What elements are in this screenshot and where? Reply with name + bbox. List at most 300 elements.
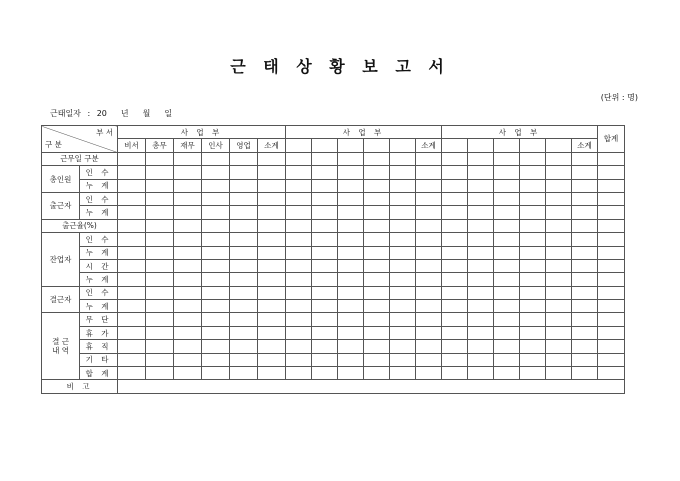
data-cell[interactable] bbox=[312, 367, 338, 380]
data-cell[interactable] bbox=[390, 340, 416, 353]
data-cell[interactable] bbox=[146, 340, 174, 353]
data-cell[interactable] bbox=[258, 192, 286, 205]
data-cell[interactable] bbox=[286, 326, 312, 339]
data-cell[interactable] bbox=[146, 273, 174, 286]
data-cell[interactable] bbox=[230, 367, 258, 380]
data-cell[interactable] bbox=[442, 340, 468, 353]
data-cell[interactable] bbox=[364, 340, 390, 353]
data-cell[interactable] bbox=[546, 166, 572, 179]
data-cell[interactable] bbox=[494, 313, 520, 326]
data-cell[interactable] bbox=[442, 286, 468, 299]
data-cell[interactable] bbox=[286, 206, 312, 219]
data-cell[interactable] bbox=[442, 367, 468, 380]
data-cell[interactable] bbox=[572, 340, 598, 353]
data-cell[interactable] bbox=[258, 300, 286, 313]
data-cell[interactable] bbox=[442, 313, 468, 326]
data-cell[interactable] bbox=[442, 219, 468, 232]
data-cell[interactable] bbox=[442, 192, 468, 205]
data-cell[interactable] bbox=[442, 179, 468, 192]
data-cell[interactable] bbox=[598, 313, 625, 326]
data-cell[interactable] bbox=[598, 259, 625, 272]
data-cell[interactable] bbox=[442, 152, 468, 165]
data-cell[interactable] bbox=[598, 300, 625, 313]
data-cell[interactable] bbox=[468, 326, 494, 339]
data-cell[interactable] bbox=[494, 166, 520, 179]
data-cell[interactable] bbox=[364, 206, 390, 219]
data-cell[interactable] bbox=[468, 313, 494, 326]
data-cell[interactable] bbox=[202, 206, 230, 219]
data-cell[interactable] bbox=[258, 233, 286, 246]
data-cell[interactable] bbox=[520, 246, 546, 259]
data-cell[interactable] bbox=[230, 340, 258, 353]
data-cell[interactable] bbox=[468, 300, 494, 313]
data-cell[interactable] bbox=[572, 206, 598, 219]
data-cell[interactable] bbox=[416, 152, 442, 165]
data-cell[interactable] bbox=[312, 233, 338, 246]
data-cell[interactable] bbox=[598, 192, 625, 205]
data-cell[interactable] bbox=[572, 300, 598, 313]
data-cell[interactable] bbox=[494, 233, 520, 246]
data-cell[interactable] bbox=[520, 353, 546, 366]
data-cell[interactable] bbox=[494, 367, 520, 380]
data-cell[interactable] bbox=[598, 367, 625, 380]
data-cell[interactable] bbox=[546, 233, 572, 246]
data-cell[interactable] bbox=[364, 367, 390, 380]
data-cell[interactable] bbox=[230, 246, 258, 259]
data-cell[interactable] bbox=[230, 206, 258, 219]
data-cell[interactable] bbox=[118, 326, 146, 339]
data-cell[interactable] bbox=[146, 367, 174, 380]
data-cell[interactable] bbox=[442, 233, 468, 246]
data-cell[interactable] bbox=[202, 300, 230, 313]
data-cell[interactable] bbox=[174, 353, 202, 366]
data-cell[interactable] bbox=[174, 313, 202, 326]
data-cell[interactable] bbox=[174, 246, 202, 259]
data-cell[interactable] bbox=[572, 246, 598, 259]
data-cell[interactable] bbox=[286, 152, 312, 165]
data-cell[interactable] bbox=[416, 313, 442, 326]
data-cell[interactable] bbox=[338, 179, 364, 192]
data-cell[interactable] bbox=[258, 340, 286, 353]
data-cell[interactable] bbox=[598, 166, 625, 179]
data-cell[interactable] bbox=[546, 219, 572, 232]
data-cell[interactable] bbox=[312, 152, 338, 165]
data-cell[interactable] bbox=[546, 259, 572, 272]
data-cell[interactable] bbox=[468, 273, 494, 286]
data-cell[interactable] bbox=[202, 326, 230, 339]
data-cell[interactable] bbox=[416, 286, 442, 299]
data-cell[interactable] bbox=[118, 206, 146, 219]
data-cell[interactable] bbox=[390, 206, 416, 219]
data-cell[interactable] bbox=[572, 152, 598, 165]
data-cell[interactable] bbox=[494, 179, 520, 192]
data-cell[interactable] bbox=[364, 192, 390, 205]
data-cell[interactable] bbox=[174, 179, 202, 192]
data-cell[interactable] bbox=[364, 219, 390, 232]
data-cell[interactable] bbox=[494, 152, 520, 165]
data-cell[interactable] bbox=[468, 233, 494, 246]
data-cell[interactable] bbox=[338, 300, 364, 313]
data-cell[interactable] bbox=[468, 166, 494, 179]
data-cell[interactable] bbox=[390, 313, 416, 326]
data-cell[interactable] bbox=[468, 353, 494, 366]
data-cell[interactable] bbox=[364, 353, 390, 366]
data-cell[interactable] bbox=[174, 259, 202, 272]
data-cell[interactable] bbox=[338, 192, 364, 205]
data-cell[interactable] bbox=[572, 313, 598, 326]
data-cell[interactable] bbox=[118, 179, 146, 192]
data-cell[interactable] bbox=[468, 286, 494, 299]
data-cell[interactable] bbox=[468, 192, 494, 205]
data-cell[interactable] bbox=[118, 340, 146, 353]
data-cell[interactable] bbox=[258, 326, 286, 339]
data-cell[interactable] bbox=[230, 179, 258, 192]
data-cell[interactable] bbox=[312, 259, 338, 272]
data-cell[interactable] bbox=[146, 300, 174, 313]
data-cell[interactable] bbox=[146, 313, 174, 326]
data-cell[interactable] bbox=[286, 192, 312, 205]
data-cell[interactable] bbox=[312, 206, 338, 219]
data-cell[interactable] bbox=[442, 246, 468, 259]
data-cell[interactable] bbox=[174, 273, 202, 286]
data-cell[interactable] bbox=[520, 273, 546, 286]
data-cell[interactable] bbox=[416, 219, 442, 232]
data-cell[interactable] bbox=[286, 219, 312, 232]
data-cell[interactable] bbox=[494, 206, 520, 219]
data-cell[interactable] bbox=[230, 300, 258, 313]
data-cell[interactable] bbox=[230, 192, 258, 205]
data-cell[interactable] bbox=[338, 206, 364, 219]
data-cell[interactable] bbox=[338, 152, 364, 165]
data-cell[interactable] bbox=[572, 326, 598, 339]
data-cell[interactable] bbox=[572, 219, 598, 232]
data-cell[interactable] bbox=[494, 192, 520, 205]
data-cell[interactable] bbox=[598, 206, 625, 219]
data-cell[interactable] bbox=[546, 367, 572, 380]
data-cell[interactable] bbox=[230, 166, 258, 179]
data-cell[interactable] bbox=[230, 313, 258, 326]
data-cell[interactable] bbox=[202, 166, 230, 179]
data-cell[interactable] bbox=[390, 353, 416, 366]
data-cell[interactable] bbox=[364, 286, 390, 299]
data-cell[interactable] bbox=[390, 233, 416, 246]
data-cell[interactable] bbox=[202, 246, 230, 259]
data-cell[interactable] bbox=[390, 219, 416, 232]
data-cell[interactable] bbox=[230, 259, 258, 272]
data-cell[interactable] bbox=[468, 219, 494, 232]
data-cell[interactable] bbox=[572, 179, 598, 192]
data-cell[interactable] bbox=[390, 179, 416, 192]
data-cell[interactable] bbox=[258, 273, 286, 286]
data-cell[interactable] bbox=[258, 206, 286, 219]
data-cell[interactable] bbox=[202, 353, 230, 366]
data-cell[interactable] bbox=[390, 286, 416, 299]
data-cell[interactable] bbox=[546, 206, 572, 219]
data-cell[interactable] bbox=[598, 353, 625, 366]
data-cell[interactable] bbox=[416, 166, 442, 179]
data-cell[interactable] bbox=[174, 286, 202, 299]
data-cell[interactable] bbox=[416, 206, 442, 219]
data-cell[interactable] bbox=[416, 233, 442, 246]
data-cell[interactable] bbox=[468, 246, 494, 259]
data-cell[interactable] bbox=[572, 367, 598, 380]
data-cell[interactable] bbox=[520, 166, 546, 179]
data-cell[interactable] bbox=[598, 340, 625, 353]
data-cell[interactable] bbox=[258, 286, 286, 299]
data-cell[interactable] bbox=[146, 166, 174, 179]
data-cell[interactable] bbox=[312, 246, 338, 259]
data-cell[interactable] bbox=[468, 179, 494, 192]
data-cell[interactable] bbox=[338, 286, 364, 299]
data-cell[interactable] bbox=[468, 259, 494, 272]
data-cell[interactable] bbox=[364, 326, 390, 339]
data-cell[interactable] bbox=[230, 152, 258, 165]
data-cell[interactable] bbox=[118, 233, 146, 246]
data-cell[interactable] bbox=[174, 152, 202, 165]
data-cell[interactable] bbox=[258, 166, 286, 179]
data-cell[interactable] bbox=[520, 300, 546, 313]
data-cell[interactable] bbox=[416, 367, 442, 380]
data-cell[interactable] bbox=[258, 219, 286, 232]
data-cell[interactable] bbox=[520, 367, 546, 380]
data-cell[interactable] bbox=[338, 340, 364, 353]
data-cell[interactable] bbox=[174, 233, 202, 246]
data-cell[interactable] bbox=[416, 192, 442, 205]
data-cell[interactable] bbox=[416, 259, 442, 272]
data-cell[interactable] bbox=[286, 286, 312, 299]
data-cell[interactable] bbox=[546, 300, 572, 313]
data-cell[interactable] bbox=[286, 233, 312, 246]
data-cell[interactable] bbox=[230, 286, 258, 299]
data-cell[interactable] bbox=[202, 286, 230, 299]
data-cell[interactable] bbox=[520, 206, 546, 219]
data-cell[interactable] bbox=[442, 166, 468, 179]
data-cell[interactable] bbox=[390, 326, 416, 339]
data-cell[interactable] bbox=[312, 273, 338, 286]
data-cell[interactable] bbox=[416, 273, 442, 286]
data-cell[interactable] bbox=[598, 286, 625, 299]
data-cell[interactable] bbox=[202, 233, 230, 246]
data-cell[interactable] bbox=[520, 259, 546, 272]
data-cell[interactable] bbox=[546, 286, 572, 299]
data-cell[interactable] bbox=[118, 300, 146, 313]
data-cell[interactable] bbox=[494, 286, 520, 299]
data-cell[interactable] bbox=[258, 179, 286, 192]
data-cell[interactable] bbox=[118, 273, 146, 286]
data-cell[interactable] bbox=[202, 259, 230, 272]
data-cell[interactable] bbox=[174, 166, 202, 179]
data-cell[interactable] bbox=[146, 326, 174, 339]
data-cell[interactable] bbox=[174, 192, 202, 205]
data-cell[interactable] bbox=[202, 273, 230, 286]
data-cell[interactable] bbox=[202, 179, 230, 192]
data-cell[interactable] bbox=[520, 326, 546, 339]
data-cell[interactable] bbox=[146, 233, 174, 246]
data-cell[interactable] bbox=[286, 246, 312, 259]
data-cell[interactable] bbox=[416, 246, 442, 259]
data-cell[interactable] bbox=[146, 152, 174, 165]
data-cell[interactable] bbox=[572, 192, 598, 205]
data-cell[interactable] bbox=[202, 219, 230, 232]
data-cell[interactable] bbox=[286, 273, 312, 286]
data-cell[interactable] bbox=[364, 273, 390, 286]
data-cell[interactable] bbox=[416, 300, 442, 313]
data-cell[interactable] bbox=[520, 152, 546, 165]
data-cell[interactable] bbox=[546, 246, 572, 259]
data-cell[interactable] bbox=[286, 367, 312, 380]
data-cell[interactable] bbox=[390, 152, 416, 165]
data-cell[interactable] bbox=[312, 313, 338, 326]
data-cell[interactable] bbox=[546, 340, 572, 353]
data-cell[interactable] bbox=[312, 179, 338, 192]
data-cell[interactable] bbox=[312, 326, 338, 339]
data-cell[interactable] bbox=[364, 259, 390, 272]
data-cell[interactable] bbox=[364, 300, 390, 313]
data-cell[interactable] bbox=[546, 152, 572, 165]
data-cell[interactable] bbox=[312, 166, 338, 179]
data-cell[interactable] bbox=[286, 259, 312, 272]
data-cell[interactable] bbox=[468, 340, 494, 353]
data-cell[interactable] bbox=[118, 246, 146, 259]
data-cell[interactable] bbox=[520, 286, 546, 299]
data-cell[interactable] bbox=[338, 246, 364, 259]
data-cell[interactable] bbox=[146, 286, 174, 299]
data-cell[interactable] bbox=[118, 152, 146, 165]
data-cell[interactable] bbox=[118, 367, 146, 380]
data-cell[interactable] bbox=[494, 300, 520, 313]
data-cell[interactable] bbox=[546, 353, 572, 366]
data-cell[interactable] bbox=[598, 233, 625, 246]
data-cell[interactable] bbox=[572, 259, 598, 272]
data-cell[interactable] bbox=[118, 313, 146, 326]
data-cell[interactable] bbox=[520, 340, 546, 353]
data-cell[interactable] bbox=[494, 246, 520, 259]
data-cell[interactable] bbox=[312, 219, 338, 232]
data-cell[interactable] bbox=[230, 219, 258, 232]
data-cell[interactable] bbox=[494, 340, 520, 353]
data-cell[interactable] bbox=[390, 166, 416, 179]
data-cell[interactable] bbox=[546, 273, 572, 286]
data-cell[interactable] bbox=[312, 286, 338, 299]
data-cell[interactable] bbox=[598, 246, 625, 259]
data-cell[interactable] bbox=[468, 367, 494, 380]
data-cell[interactable] bbox=[146, 259, 174, 272]
data-cell[interactable] bbox=[230, 326, 258, 339]
data-cell[interactable] bbox=[390, 273, 416, 286]
data-cell[interactable] bbox=[338, 353, 364, 366]
data-cell[interactable] bbox=[338, 259, 364, 272]
data-cell[interactable] bbox=[338, 233, 364, 246]
data-cell[interactable] bbox=[598, 326, 625, 339]
data-cell[interactable] bbox=[442, 259, 468, 272]
data-cell[interactable] bbox=[118, 192, 146, 205]
data-cell[interactable] bbox=[174, 367, 202, 380]
data-cell[interactable] bbox=[364, 166, 390, 179]
data-cell[interactable] bbox=[230, 233, 258, 246]
data-cell[interactable] bbox=[118, 219, 146, 232]
data-cell[interactable] bbox=[202, 152, 230, 165]
data-cell[interactable] bbox=[390, 367, 416, 380]
data-cell[interactable] bbox=[494, 353, 520, 366]
data-cell[interactable] bbox=[364, 313, 390, 326]
data-cell[interactable] bbox=[258, 313, 286, 326]
data-cell[interactable] bbox=[118, 353, 146, 366]
data-cell[interactable] bbox=[286, 166, 312, 179]
data-cell[interactable] bbox=[338, 326, 364, 339]
data-cell[interactable] bbox=[442, 206, 468, 219]
data-cell[interactable] bbox=[572, 166, 598, 179]
data-cell[interactable] bbox=[520, 179, 546, 192]
data-cell[interactable] bbox=[546, 326, 572, 339]
data-cell[interactable] bbox=[174, 219, 202, 232]
data-cell[interactable] bbox=[442, 300, 468, 313]
data-cell[interactable] bbox=[598, 152, 625, 165]
data-cell[interactable] bbox=[442, 326, 468, 339]
data-cell[interactable] bbox=[312, 300, 338, 313]
data-cell[interactable] bbox=[442, 353, 468, 366]
data-cell[interactable] bbox=[202, 313, 230, 326]
data-cell[interactable] bbox=[442, 273, 468, 286]
data-cell[interactable] bbox=[520, 192, 546, 205]
data-cell[interactable] bbox=[598, 179, 625, 192]
data-cell[interactable] bbox=[546, 179, 572, 192]
data-cell[interactable] bbox=[390, 192, 416, 205]
data-cell[interactable] bbox=[364, 179, 390, 192]
data-cell[interactable] bbox=[416, 340, 442, 353]
data-cell[interactable] bbox=[146, 206, 174, 219]
data-cell[interactable] bbox=[520, 233, 546, 246]
data-cell[interactable] bbox=[146, 192, 174, 205]
data-cell[interactable] bbox=[312, 353, 338, 366]
data-cell[interactable] bbox=[572, 233, 598, 246]
data-cell[interactable] bbox=[338, 313, 364, 326]
data-cell[interactable] bbox=[546, 192, 572, 205]
data-cell[interactable] bbox=[174, 206, 202, 219]
data-cell[interactable] bbox=[390, 300, 416, 313]
remarks-field[interactable] bbox=[118, 380, 625, 393]
data-cell[interactable] bbox=[416, 179, 442, 192]
data-cell[interactable] bbox=[174, 326, 202, 339]
data-cell[interactable] bbox=[390, 246, 416, 259]
data-cell[interactable] bbox=[338, 367, 364, 380]
data-cell[interactable] bbox=[202, 192, 230, 205]
data-cell[interactable] bbox=[364, 246, 390, 259]
data-cell[interactable] bbox=[338, 166, 364, 179]
data-cell[interactable] bbox=[546, 313, 572, 326]
data-cell[interactable] bbox=[286, 313, 312, 326]
data-cell[interactable] bbox=[258, 259, 286, 272]
data-cell[interactable] bbox=[494, 273, 520, 286]
data-cell[interactable] bbox=[174, 300, 202, 313]
data-cell[interactable] bbox=[416, 353, 442, 366]
data-cell[interactable] bbox=[146, 246, 174, 259]
data-cell[interactable] bbox=[258, 152, 286, 165]
data-cell[interactable] bbox=[118, 286, 146, 299]
data-cell[interactable] bbox=[258, 353, 286, 366]
data-cell[interactable] bbox=[258, 246, 286, 259]
data-cell[interactable] bbox=[416, 326, 442, 339]
data-cell[interactable] bbox=[146, 219, 174, 232]
data-cell[interactable] bbox=[118, 259, 146, 272]
data-cell[interactable] bbox=[520, 313, 546, 326]
data-cell[interactable] bbox=[494, 326, 520, 339]
data-cell[interactable] bbox=[230, 273, 258, 286]
data-cell[interactable] bbox=[312, 340, 338, 353]
data-cell[interactable] bbox=[146, 353, 174, 366]
data-cell[interactable] bbox=[598, 273, 625, 286]
data-cell[interactable] bbox=[286, 300, 312, 313]
data-cell[interactable] bbox=[286, 340, 312, 353]
